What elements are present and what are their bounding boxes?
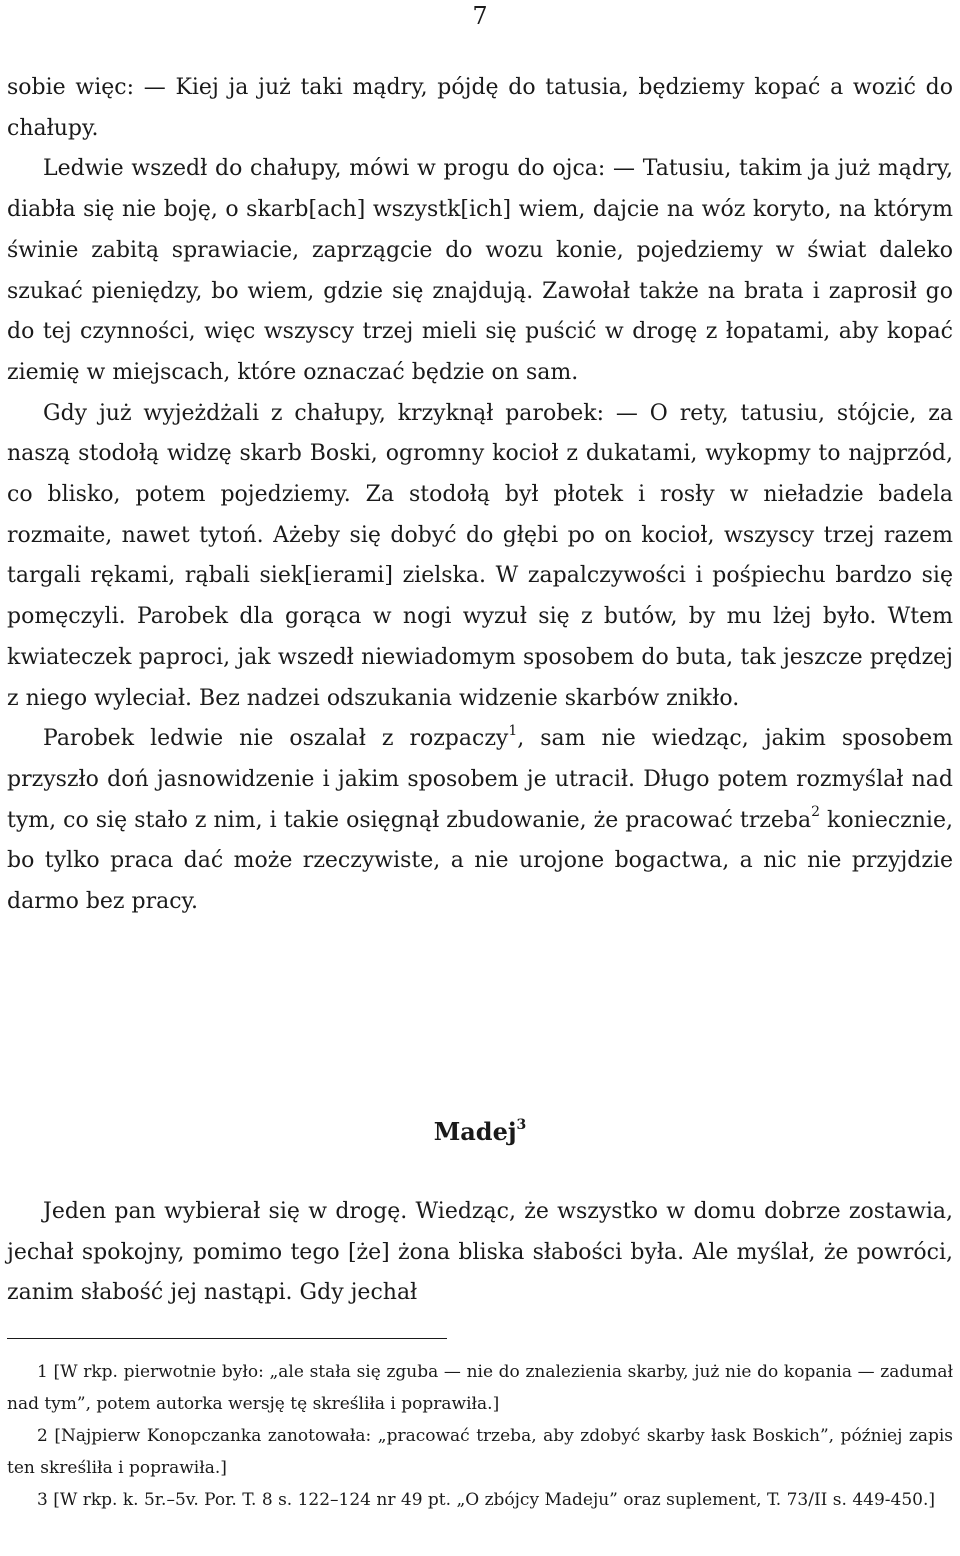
- footnote-text: [Najpierw Konopczanka zanotowała: „pracować trzeba, aby zdobyć skarby łask Boskich”, później zapis ten skreśliła i poprawiła.]: [7, 1426, 953, 1478]
- body-paragraph: [7, 394, 953, 720]
- footnote: [7, 1356, 953, 1420]
- main-text: [7, 68, 953, 923]
- paragraph-text: Gdy już wyjeżdżali z chałupy, krzyknął parobek: — O rety, tatusiu, stójcie, za naszą stodołą widzę skarb Boski, ogromny kocioł z dukatami, wykopmy to najprzód, co blisko, potem pojedziemy. Za stodołą był płotek i rosły w nieładzie badela rozmaite, nawet tytoń. Ażeby się dobyć do głębi po on kocioł, wszyscy trzej razem targali rękami, rąbali siek[ierami] zielska. W zapalczywości i pośpiechu bardzo się pomęczyli. Parobek dla gorąca w nogi wyzuł się z butów, by mu lżej było. Wtem kwiateczek paproci, jak wszedł niewiadomym sposobem do buta, tak jeszcze prędzej z niego wyleciał. Bez nadzei odszukania widzenie skarbów znikło.: [7, 400, 953, 711]
- footnote-number: 1: [37, 1362, 48, 1382]
- footnote: [7, 1484, 953, 1516]
- paragraph-text: koniecznie, bo tylko praca dać może rzeczywiste, a nie urojone bogactwa, a nic nie przyjdzie darmo bez pracy.: [7, 807, 953, 915]
- story-text: [7, 1192, 953, 1314]
- footnote-number: 3: [37, 1490, 48, 1510]
- story-title: Madej: [433, 1117, 517, 1146]
- footnote: [7, 1420, 953, 1484]
- story-heading: [7, 1112, 953, 1152]
- paragraph-text: sobie więc: — Kiej ja już taki mądry, pójdę do tatusia, będziemy kopać a wozić do chałupy.: [7, 75, 953, 141]
- footnote-divider: [7, 1338, 447, 1339]
- paragraph-text: , sam nie wiedząc, jakim sposobem przyszło doń jasnowidzenie i jakim sposobem je utracił. Długo potem rozmyślał nad tym, co się stało z nim, i takie osięgnął zbudowanie, że pracować trzeba: [7, 726, 953, 833]
- body-paragraph: [7, 719, 953, 923]
- footnotes: [7, 1356, 953, 1516]
- footnote-text: [W rkp. pierwotnie było: „ale stała się zguba — nie do znalezienia skarby, już nie do kopania — zadumał nad tym”, potem autorka wersję tę skreśliła i poprawiła.]: [7, 1362, 953, 1414]
- footnote-ref-3[interactable]: 3: [516, 1117, 527, 1133]
- footnote-number: 2: [37, 1426, 48, 1446]
- story-paragraph: Jeden pan wybierał się w drogę. Wiedząc, że wszystko w domu dobrze zostawia, jechał spokojny, pomimo tego [że] żona bliska słabości była. Ale myślał, że powróci, zanim słabość jej nastąpi. Gdy jechał: [7, 1199, 953, 1306]
- body-paragraph: [7, 149, 953, 393]
- footnote-ref-1[interactable]: 1: [508, 722, 518, 739]
- page-number: 7: [472, 2, 488, 30]
- body-paragraph: [7, 68, 953, 149]
- footnote-text: [W rkp. k. 5r.–5v. Por. T. 8 s. 122–124 nr 49 pt. „O zbójcy Madeju” oraz suplement, T. 73/II s. 449-450.]: [47, 1490, 935, 1510]
- paragraph-text: Parobek ledwie nie oszalał z rozpaczy: [43, 726, 509, 752]
- footnote-ref-2[interactable]: 2: [811, 804, 820, 821]
- paragraph-text: Ledwie wszedł do chałupy, mówi w progu do ojca: — Tatusiu, takim ja już mądry, diabła się nie boję, o skarb[ach] wszystk[ich] wiem, dajcie na wóz koryto, na którym świnie zabitą sprawiacie, zaprzągcie do wozu konie, pojedziemy w świat daleko szukać pieniędzy, bo wiem, gdzie się znajdują. Zawołał także na brata i zaprosił go do tej czynności, więc wszyscy trzej mieli się puścić w drogę z łopatami, aby kopać ziemię w miejscach, które oznaczać będzie on sam.: [7, 156, 953, 385]
